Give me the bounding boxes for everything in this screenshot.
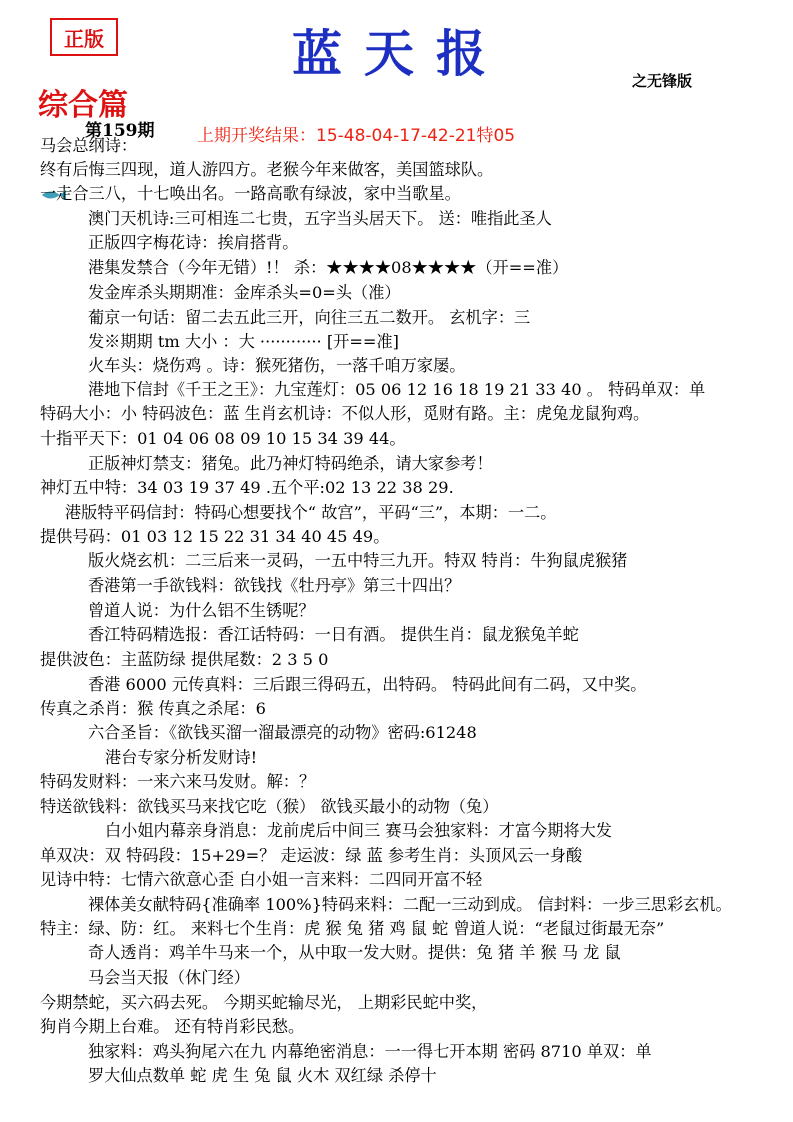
section-heading: 综合篇 xyxy=(38,88,128,123)
text-line: 一走合三八，十七唤出名。一路高歌有绿波，家中当歌星。 xyxy=(40,184,461,203)
text-line: 裸体美女献特码{准确率 100%}特码来料：二配一三动到成。 信封料：一步三思彩玄机。 xyxy=(88,895,732,914)
text-line: 终有后悔三四现，道人游四方。老猴今年来做客，美国篮球队。 xyxy=(40,160,494,179)
text-line: 单双决：双 特码段：15+29=？ 走运波：绿 蓝 参考生肖：头顶风云一身酸 xyxy=(40,846,583,865)
text-line: 狗肖今期上台难。 还有特肖彩民愁。 xyxy=(40,1017,305,1036)
text-line: 曾道人说：为什么铝不生锈呢？ xyxy=(88,601,315,620)
text-line: 今期禁蛇，买六码去死。 今期买蛇输尽光， 上期彩民蛇中奖， xyxy=(40,993,488,1012)
text-line: 香港 6000 元传真料：三后跟三得码五，出特码。 特码此间有二码，又中奖。 xyxy=(88,675,647,694)
text-line: 火车头：烧伤鸡 。诗：猴死猪伤，一落千咱万家屡。 xyxy=(88,356,466,375)
edition-label: 之无锋版 xyxy=(632,72,693,90)
last-draw-result: 上期开奖结果：15-48-04-17-42-21特05 xyxy=(197,126,516,146)
issue-number: 第159期 xyxy=(85,121,155,141)
text-line: 提供波色：主蓝防绿 提供尾数：2 3 5 0 xyxy=(40,650,329,669)
newspaper-title: 蓝天报 xyxy=(292,25,508,83)
text-line: 独家料：鸡头狗尾六在九 内幕绝密消息：一一得七开本期 密码 8710 单双：单 xyxy=(88,1042,652,1061)
text-line: 十指平天下：01 04 06 08 09 10 15 34 39 44。 xyxy=(40,429,406,448)
text-line: 特码发财料：一来六来马发财。解：？ xyxy=(40,772,316,791)
text-line: 提供号码：01 03 12 15 22 31 34 40 45 49。 xyxy=(40,527,390,546)
text-line: 港版特平码信封：特码心想要找个“ 故宫”，平码“三”，本期：一二。 xyxy=(65,503,557,522)
text-line: 罗大仙点数单 蛇 虎 生 兔 鼠 火木 双红绿 杀停十 xyxy=(88,1066,437,1085)
text-line: 神灯五中特：34 03 19 37 49 .五个平:02 13 22 38 29. xyxy=(40,478,454,497)
text-line: 见诗中特：七情六欲意心歪 白小姐一言来料：二四同开富不轻 xyxy=(40,870,483,889)
text-line: 港地下信封《千王之王》：九宝莲灯：05 06 12 16 18 19 21 33 40 。 特码单双：单 xyxy=(88,380,706,399)
text-line: 发※期期 tm 大小 ：大 ············ [开==准] xyxy=(88,332,399,351)
text-line: 白小姐内幕亲身消息：龙前虎后中间三 赛马会独家料：才富今期将大发 xyxy=(105,821,612,840)
text-line: 正版神灯禁支：猪兔。此乃神灯特码绝杀，请大家参考！ xyxy=(88,454,493,473)
text-line: 六合圣旨：《欲钱买溜一溜最漂亮的动物》密码:61248 xyxy=(88,723,477,742)
text-line: 特码大小：小 特码波色：蓝 生肖玄机诗：不似人形，觅财有路。主：虎兔龙鼠狗鸡。 xyxy=(40,404,650,423)
text-line: 澳门天机诗:三可相连二七贵，五字当头居天下。 送：唯指此圣人 xyxy=(88,209,552,228)
text-line: 香港第一手欲钱料：欲钱找《牡丹亭》第三十四出？ xyxy=(88,576,461,595)
text-line: 香江特码精选报：香江话特码：一日有酒。 提供生肖：鼠龙猴兔羊蛇 xyxy=(88,625,579,644)
text-line: 版火烧玄机：二三后来一灵码，一五中特三九开。特双 特肖：牛狗鼠虎猴猪 xyxy=(88,551,628,570)
text-line: 传真之杀肖：猴 传真之杀尾：6 xyxy=(40,699,266,718)
text-line: 港台专家分析发财诗! xyxy=(105,748,258,767)
genuine-stamp: 正版 xyxy=(50,18,118,56)
text-line: 特主：绿、防：红。 来料七个生肖：虎 猴 兔 猪 鸡 鼠 蛇 曾道人说：“老鼠过街最无奈” xyxy=(40,919,665,938)
text-line: 葡京一句话：留二去五此三开，向往三五二数开。 玄机字：三 xyxy=(88,308,531,327)
text-line: 特送欲钱料：欲钱买马来找它吃（猴） 欲钱买最小的动物（兔） xyxy=(40,797,499,816)
text-line: 奇人透肖：鸡羊牛马来一个，从中取一发大财。提供：兔 猪 羊 猴 马 龙 鼠 xyxy=(88,943,621,962)
text-line: 马会当天报（休门经） xyxy=(88,968,250,987)
text-line: 马会总纲诗： xyxy=(40,136,138,155)
text-line: 发金库杀头期期准：金库杀头=0=头（准） xyxy=(88,283,401,302)
text-line: 港集发禁合（今年无错）!！ 杀：★★★★08★★★★（开==准） xyxy=(88,258,569,277)
text-line: 正版四字梅花诗：挨肩搭背。 xyxy=(88,233,299,252)
